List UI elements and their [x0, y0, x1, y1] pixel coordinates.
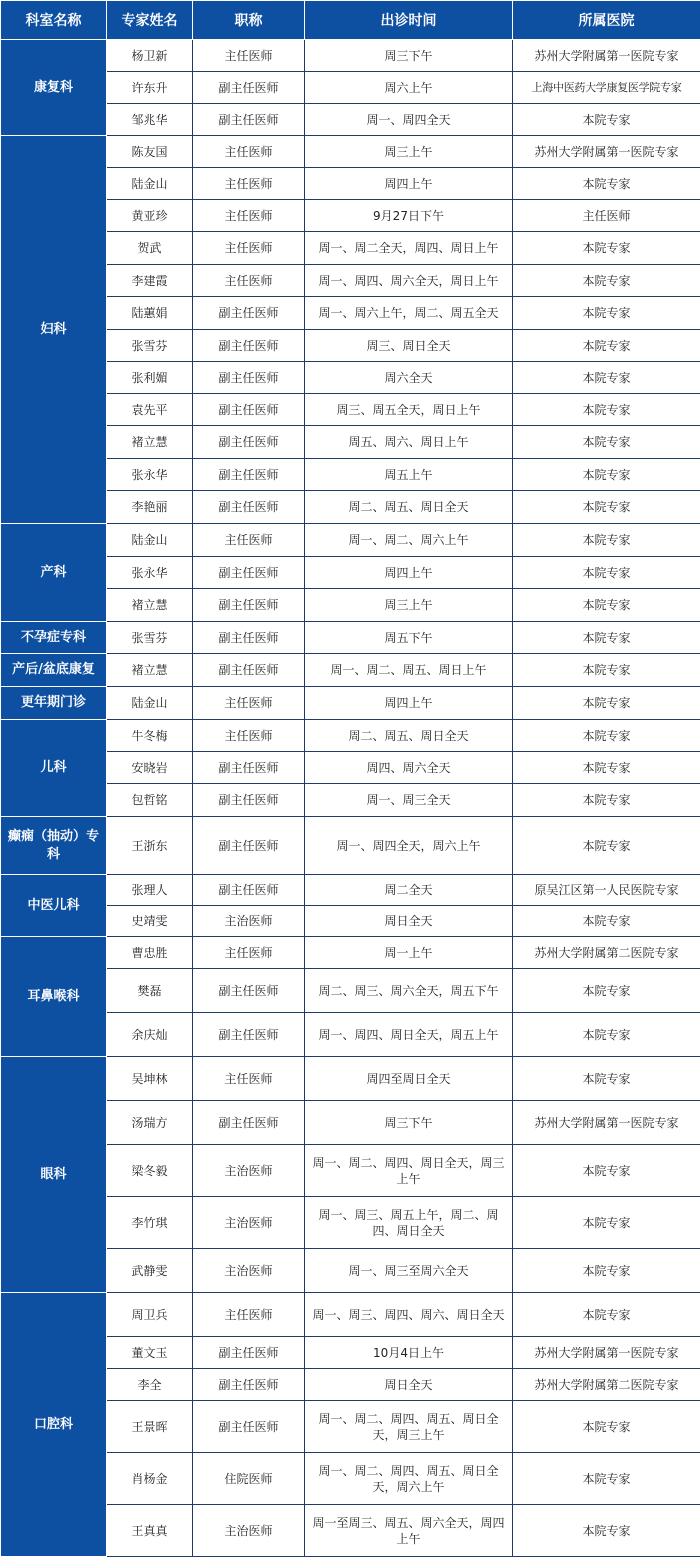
hospital-cell: 本院专家 — [513, 232, 700, 265]
hospital-cell: 本院专家 — [513, 297, 700, 330]
table-row — [1, 654, 700, 687]
clinic-time-cell: 周一上午 — [305, 937, 513, 969]
table-row — [1, 875, 700, 906]
department-cell: 更年期门诊 — [1, 687, 107, 720]
department-cell: 产后/盆底康复 — [1, 654, 107, 687]
clinic-time-cell: 周五上午 — [305, 459, 513, 491]
doctor-name-cell: 汤瑞方 — [107, 1101, 193, 1145]
doctor-title-cell: 副主任医师 — [193, 459, 305, 491]
clinic-time-cell: 周一、周二、周五、周日上午 — [305, 654, 513, 687]
doctor-name-cell: 陆金山 — [107, 168, 193, 200]
doctor-name-cell: 张雪芬 — [107, 330, 193, 362]
clinic-time-cell: 周一、周四、周日全天，周五上午 — [305, 1013, 513, 1057]
doctor-title-cell: 副主任医师 — [193, 72, 305, 104]
doctor-name-cell: 曹忠胜 — [107, 937, 193, 969]
doctor-title-cell: 副主任医师 — [193, 784, 305, 817]
doctor-name-cell: 王浙东 — [107, 817, 193, 875]
doctor-name-cell: 褚立慧 — [107, 426, 193, 459]
department-cell: 康复科 — [1, 40, 107, 136]
hospital-cell: 苏州大学附属第二医院专家 — [513, 1369, 700, 1401]
clinic-time-cell: 9月27日下午 — [305, 200, 513, 232]
hospital-cell: 本院专家 — [513, 265, 700, 297]
doctor-title-cell: 主任医师 — [193, 265, 305, 297]
hospital-cell: 苏州大学附属第二医院专家 — [513, 937, 700, 969]
doctor-title-cell: 副主任医师 — [193, 969, 305, 1013]
clinic-time-cell: 周一、周二、周四、周日全天，周三上午 — [305, 1145, 513, 1197]
doctor-name-cell: 樊磊 — [107, 969, 193, 1013]
clinic-time-cell: 周五下午 — [305, 622, 513, 654]
clinic-time-cell: 周四、周六全天 — [305, 752, 513, 784]
clinic-time-cell: 周一、周二、周四、周五、周日全天，周六上午 — [305, 1453, 513, 1505]
doctor-name-cell: 褚立慧 — [107, 654, 193, 687]
hospital-cell: 本院专家 — [513, 589, 700, 622]
header-dept: 科室名称 — [1, 1, 107, 40]
doctor-title-cell: 主治医师 — [193, 1249, 305, 1293]
doctor-name-cell: 杨卫新 — [107, 40, 193, 72]
hospital-cell: 苏州大学附属第一医院专家 — [513, 136, 700, 168]
clinic-time-cell: 周一、周三至周六全天 — [305, 1249, 513, 1293]
hospital-cell: 本院专家 — [513, 104, 700, 136]
hospital-cell: 苏州大学附属第一医院专家 — [513, 1101, 700, 1145]
doctor-title-cell: 副主任医师 — [193, 426, 305, 459]
hospital-cell: 本院专家 — [513, 817, 700, 875]
hospital-cell: 本院专家 — [513, 687, 700, 720]
clinic-time-cell: 周一、周四全天，周六上午 — [305, 817, 513, 875]
doctor-name-cell: 李全 — [107, 1369, 193, 1401]
table-row — [1, 937, 700, 969]
header-time: 出诊时间 — [305, 1, 513, 40]
clinic-time-cell: 周二全天 — [305, 875, 513, 906]
hospital-cell: 本院专家 — [513, 752, 700, 784]
table-header-row — [1, 1, 700, 40]
clinic-time-cell: 周一、周三、周四、周六、周日全天 — [305, 1293, 513, 1337]
doctor-name-cell: 张永华 — [107, 557, 193, 589]
doctor-name-cell: 张理人 — [107, 875, 193, 906]
doctor-name-cell: 肖杨金 — [107, 1453, 193, 1505]
department-cell: 产科 — [1, 524, 107, 622]
doctor-name-cell: 安晓岩 — [107, 752, 193, 784]
clinic-time-cell: 周六全天 — [305, 362, 513, 394]
doctor-title-cell: 副主任医师 — [193, 557, 305, 589]
clinic-time-cell: 周二、周三、周六全天，周五下午 — [305, 969, 513, 1013]
doctor-name-cell: 贺武 — [107, 232, 193, 265]
doctor-name-cell: 陈友国 — [107, 136, 193, 168]
clinic-time-cell: 周五、周六、周日上午 — [305, 426, 513, 459]
doctor-title-cell: 主治医师 — [193, 906, 305, 937]
doctor-title-cell: 副主任医师 — [193, 1369, 305, 1401]
hospital-cell: 主任医师 — [513, 200, 700, 232]
doctor-title-cell: 主任医师 — [193, 200, 305, 232]
hospital-cell: 本院专家 — [513, 1453, 700, 1505]
doctor-title-cell: 主任医师 — [193, 937, 305, 969]
hospital-cell: 本院专家 — [513, 622, 700, 654]
hospital-cell: 本院专家 — [513, 1145, 700, 1197]
clinic-time-cell: 周一、周二全天，周四、周日上午 — [305, 232, 513, 265]
hospital-cell: 本院专家 — [513, 969, 700, 1013]
doctor-title-cell: 副主任医师 — [193, 1013, 305, 1057]
doctor-title-cell: 副主任医师 — [193, 1337, 305, 1369]
clinic-time-cell: 周一、周四、周六全天，周日上午 — [305, 265, 513, 297]
doctor-title-cell: 副主任医师 — [193, 297, 305, 330]
doctor-name-cell: 张利媚 — [107, 362, 193, 394]
clinic-time-cell: 周一至周三、周五、周六全天，周四上午 — [305, 1505, 513, 1557]
header-hospital: 所属医院 — [513, 1, 700, 40]
doctor-name-cell: 许东升 — [107, 72, 193, 104]
hospital-cell: 上海中医药大学康复医学院专家 — [513, 72, 700, 104]
clinic-time-cell: 周二、周五、周日全天 — [305, 491, 513, 524]
table-row — [1, 40, 700, 72]
doctor-name-cell: 余庆灿 — [107, 1013, 193, 1057]
doctor-name-cell: 黄亚珍 — [107, 200, 193, 232]
doctor-title-cell: 主治医师 — [193, 1145, 305, 1197]
doctor-name-cell: 牛冬梅 — [107, 720, 193, 752]
table-row — [1, 524, 700, 557]
hospital-cell: 苏州大学附属第一医院专家 — [513, 40, 700, 72]
doctor-title-cell: 主任医师 — [193, 1057, 305, 1101]
department-cell: 中医儿科 — [1, 875, 107, 937]
doctor-name-cell: 张永华 — [107, 459, 193, 491]
doctor-name-cell: 周卫兵 — [107, 1293, 193, 1337]
clinic-time-cell: 周三下午 — [305, 1101, 513, 1145]
doctor-title-cell: 副主任医师 — [193, 1101, 305, 1145]
doctor-title-cell: 副主任医师 — [193, 654, 305, 687]
clinic-time-cell: 10月4日上午 — [305, 1337, 513, 1369]
clinic-time-cell: 周四上午 — [305, 687, 513, 720]
hospital-cell: 本院专家 — [513, 426, 700, 459]
doctor-title-cell: 主任医师 — [193, 524, 305, 557]
doctor-name-cell: 董文玉 — [107, 1337, 193, 1369]
clinic-time-cell: 周日全天 — [305, 906, 513, 937]
hospital-cell: 苏州大学附属第一医院专家 — [513, 1337, 700, 1369]
table-row — [1, 817, 700, 875]
doctor-title-cell: 主任医师 — [193, 687, 305, 720]
department-cell: 眼科 — [1, 1057, 107, 1293]
clinic-time-cell: 周一、周四全天 — [305, 104, 513, 136]
clinic-time-cell: 周三下午 — [305, 40, 513, 72]
doctor-title-cell: 主任医师 — [193, 136, 305, 168]
hospital-cell: 本院专家 — [513, 362, 700, 394]
doctor-title-cell: 副主任医师 — [193, 622, 305, 654]
hospital-cell: 本院专家 — [513, 1505, 700, 1557]
doctor-title-cell: 主治医师 — [193, 1505, 305, 1557]
doctor-name-cell: 陆蕙娟 — [107, 297, 193, 330]
doctor-name-cell: 王真真 — [107, 1505, 193, 1557]
doctor-title-cell: 副主任医师 — [193, 362, 305, 394]
doctor-title-cell: 主任医师 — [193, 1293, 305, 1337]
doctor-title-cell: 副主任医师 — [193, 817, 305, 875]
department-cell: 耳鼻喉科 — [1, 937, 107, 1057]
clinic-time-cell: 周三上午 — [305, 589, 513, 622]
table-row — [1, 687, 700, 720]
hospital-cell: 本院专家 — [513, 1293, 700, 1337]
doctor-name-cell: 吴坤林 — [107, 1057, 193, 1101]
hospital-cell: 本院专家 — [513, 524, 700, 557]
clinic-time-cell: 周一、周六上午，周二、周五全天 — [305, 297, 513, 330]
clinic-time-cell: 周三、周日全天 — [305, 330, 513, 362]
doctor-title-cell: 主任医师 — [193, 168, 305, 200]
clinic-time-cell: 周四至周日全天 — [305, 1057, 513, 1101]
table-body — [1, 40, 700, 1557]
doctor-name-cell: 李竹琪 — [107, 1197, 193, 1249]
hospital-cell: 本院专家 — [513, 1197, 700, 1249]
department-cell: 不孕症专科 — [1, 622, 107, 654]
doctor-name-cell: 陆金山 — [107, 687, 193, 720]
table-row — [1, 622, 700, 654]
clinic-time-cell: 周一、周三、周五上午，周二、周四、周日全天 — [305, 1197, 513, 1249]
department-cell: 癫痫（抽动）专科 — [1, 817, 107, 875]
doctor-title-cell: 主任医师 — [193, 232, 305, 265]
doctor-name-cell: 李建霞 — [107, 265, 193, 297]
hospital-cell: 本院专家 — [513, 1013, 700, 1057]
doctor-name-cell: 邹兆华 — [107, 104, 193, 136]
hospital-cell: 本院专家 — [513, 1249, 700, 1293]
doctor-title-cell: 主任医师 — [193, 40, 305, 72]
department-cell: 口腔科 — [1, 1293, 107, 1557]
hospital-cell: 本院专家 — [513, 168, 700, 200]
hospital-cell: 本院专家 — [513, 557, 700, 589]
doctor-title-cell: 副主任医师 — [193, 589, 305, 622]
clinic-time-cell: 周三上午 — [305, 136, 513, 168]
hospital-cell: 本院专家 — [513, 330, 700, 362]
clinic-time-cell: 周日全天 — [305, 1369, 513, 1401]
doctor-name-cell: 袁先平 — [107, 394, 193, 426]
doctor-title-cell: 副主任医师 — [193, 1401, 305, 1453]
doctor-name-cell: 王景晖 — [107, 1401, 193, 1453]
header-title: 职称 — [193, 1, 305, 40]
doctor-title-cell: 主任医师 — [193, 720, 305, 752]
hospital-cell: 本院专家 — [513, 1401, 700, 1453]
doctor-title-cell: 副主任医师 — [193, 394, 305, 426]
doctor-name-cell: 史靖雯 — [107, 906, 193, 937]
clinic-time-cell: 周六上午 — [305, 72, 513, 104]
doctor-title-cell: 副主任医师 — [193, 752, 305, 784]
doctor-title-cell: 副主任医师 — [193, 491, 305, 524]
hospital-cell: 本院专家 — [513, 1057, 700, 1101]
clinic-time-cell: 周一、周三全天 — [305, 784, 513, 817]
hospital-cell: 本院专家 — [513, 459, 700, 491]
doctor-name-cell: 包哲铭 — [107, 784, 193, 817]
clinic-time-cell: 周一、周二、周四、周五、周日全天，周三上午 — [305, 1401, 513, 1453]
table-row — [1, 136, 700, 168]
hospital-cell: 本院专家 — [513, 394, 700, 426]
clinic-time-cell: 周一、周二、周六上午 — [305, 524, 513, 557]
doctor-name-cell: 张雪芬 — [107, 622, 193, 654]
table-row — [1, 1293, 700, 1337]
hospital-cell: 本院专家 — [513, 784, 700, 817]
table-row — [1, 1057, 700, 1101]
hospital-cell: 本院专家 — [513, 906, 700, 937]
doctor-name-cell: 陆金山 — [107, 524, 193, 557]
clinic-time-cell: 周四上午 — [305, 168, 513, 200]
table-row — [1, 720, 700, 752]
doctor-name-cell: 李艳丽 — [107, 491, 193, 524]
department-cell: 儿科 — [1, 720, 107, 817]
doctor-title-cell: 住院医师 — [193, 1453, 305, 1505]
hospital-cell: 本院专家 — [513, 491, 700, 524]
doctor-title-cell: 副主任医师 — [193, 875, 305, 906]
hospital-cell: 本院专家 — [513, 720, 700, 752]
doctor-name-cell: 梁冬毅 — [107, 1145, 193, 1197]
clinic-time-cell: 周二、周五、周日全天 — [305, 720, 513, 752]
clinic-time-cell: 周三、周五全天，周日上午 — [305, 394, 513, 426]
doctor-title-cell: 副主任医师 — [193, 104, 305, 136]
department-cell: 妇科 — [1, 136, 107, 524]
doctor-name-cell: 褚立慧 — [107, 589, 193, 622]
hospital-cell: 本院专家 — [513, 654, 700, 687]
doctor-title-cell: 副主任医师 — [193, 330, 305, 362]
header-name: 专家姓名 — [107, 1, 193, 40]
clinic-time-cell: 周四上午 — [305, 557, 513, 589]
doctor-title-cell: 主治医师 — [193, 1197, 305, 1249]
doctor-name-cell: 武静雯 — [107, 1249, 193, 1293]
hospital-cell: 原吴江区第一人民医院专家 — [513, 875, 700, 906]
